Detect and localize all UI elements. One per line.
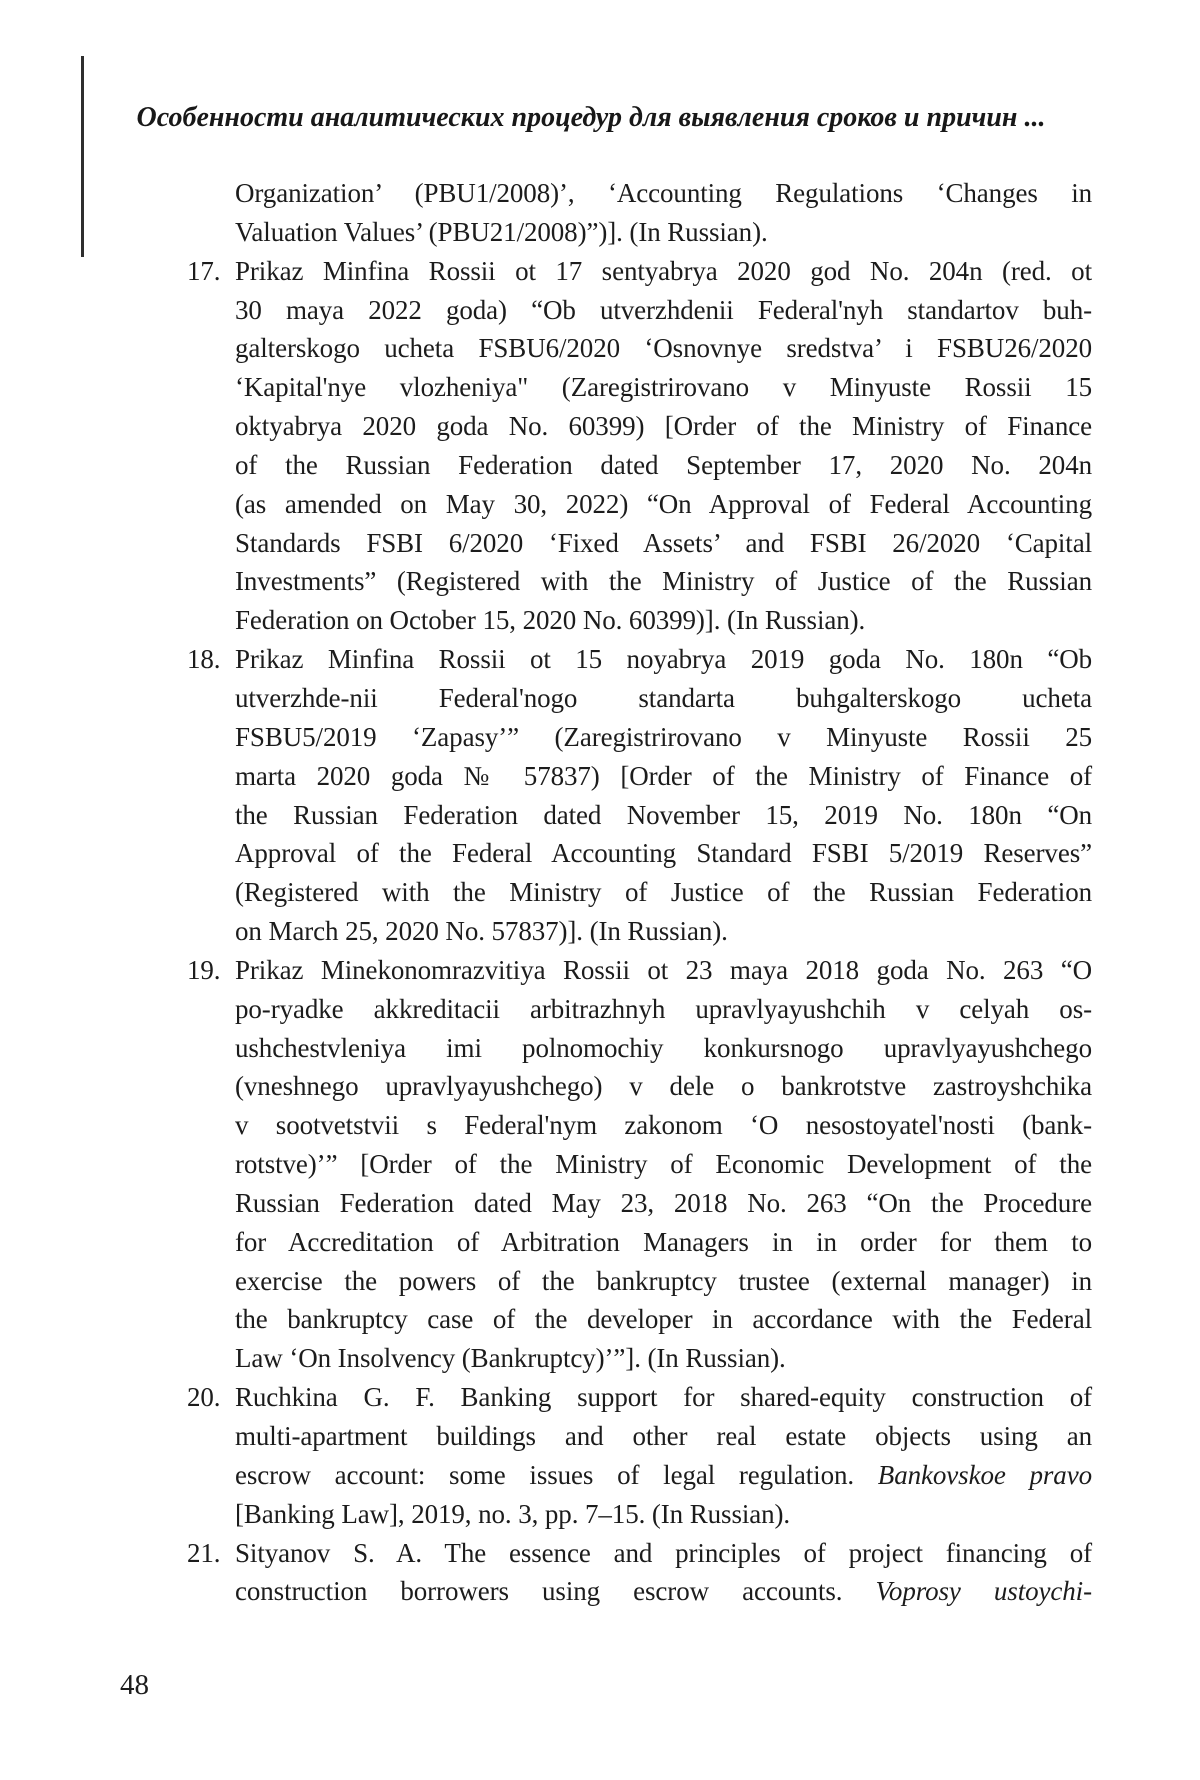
reference-line	[235, 951, 1092, 990]
reference-line	[235, 757, 1092, 796]
reference-line-text: 30 maya 2022 goda) “Ob utverzhdenii Federal'nyh standartov buh-	[235, 294, 1092, 325]
reference-line-text: escrow account: some issues of legal regulation.	[235, 1459, 878, 1490]
reference-line	[235, 1417, 1092, 1456]
reference-line	[235, 834, 1092, 873]
reference-item	[187, 951, 1092, 1378]
reference-number: 18.	[187, 644, 221, 675]
reference-text	[235, 640, 1092, 951]
reference-number: 20.	[187, 1382, 221, 1413]
reference-number: 19.	[187, 954, 221, 985]
reference-line-text: marta 2020 goda № 57837) [Order of the Ministry of Finance of	[235, 760, 1092, 791]
reference-line-text: rotstve)’” [Order of the Ministry of Economic Development of the	[235, 1149, 1092, 1180]
reference-line-text: for Accreditation of Arbitration Managers in in order for them to	[235, 1226, 1092, 1257]
reference-line-text: v sootvetstvii s Federal'nym zakonom ‘O nesostoyatel'nosti (bank-	[235, 1110, 1092, 1141]
reference-line	[235, 407, 1092, 446]
reference-line-text: the bankruptcy case of the developer in accordance with the Federal	[235, 1304, 1092, 1335]
reference-line-text: Federation on October 15, 2020 No. 60399)]. (In Russian).	[235, 605, 866, 636]
journal-title-italic: Bankovskoe pravo	[877, 1459, 1092, 1490]
reference-line	[235, 213, 1092, 252]
reference-text	[235, 1378, 1092, 1533]
reference-line	[235, 796, 1092, 835]
reference-line	[235, 1339, 1092, 1378]
reference-line	[235, 1223, 1092, 1262]
reference-item	[187, 1534, 1092, 1612]
reference-line	[235, 1378, 1092, 1417]
reference-line	[235, 368, 1092, 407]
reference-line-text: (Registered with the Ministry of Justice of the Russian Federation	[235, 877, 1092, 908]
reference-line-text: of the Russian Federation dated September 17, 2020 No. 204n	[235, 449, 1092, 480]
reference-line-text: on March 25, 2020 No. 57837)]. (In Russian).	[235, 916, 728, 947]
reference-item	[187, 252, 1092, 640]
reference-line-text: Sityanov S. A. The essence and principles of project financing of	[235, 1537, 1092, 1568]
reference-line-text: Prikaz Minfina Rossii ot 17 sentyabrya 2020 god No. 204n (red. ot	[235, 255, 1092, 286]
reference-text	[235, 1534, 1092, 1612]
reference-line-text: ‘Kapital'nye vlozheniya" (Zaregistrirovano v Minyuste Rossii 15	[235, 372, 1092, 403]
reference-line	[235, 291, 1092, 330]
reference-line	[235, 873, 1092, 912]
reference-line	[235, 1534, 1092, 1573]
margin-rule	[81, 56, 84, 257]
reference-line	[235, 990, 1092, 1029]
reference-line-text: Ruchkina G. F. Banking support for shared-equity construction of	[235, 1382, 1092, 1413]
reference-line-text: [Banking Law], 2019, no. 3, pp. 7–15. (In Russian).	[235, 1498, 791, 1529]
reference-line	[235, 329, 1092, 368]
reference-line-text: Valuation Values’ (PBU21/2008)”)]. (In Russian).	[235, 216, 768, 247]
reference-line-text: the Russian Federation dated November 15, 2019 No. 180n “On	[235, 799, 1092, 830]
reference-line	[235, 252, 1092, 291]
reference-line	[235, 446, 1092, 485]
reference-line-text: (vneshnego upravlyayushchego) v dele o bankrotstve zastroyshchika	[235, 1071, 1092, 1102]
reference-line-text: Prikaz Minekonomrazvitiya Rossii ot 23 maya 2018 goda No. 263 “O	[235, 954, 1092, 985]
reference-line-text: construction borrowers using escrow accounts.	[235, 1576, 876, 1607]
reference-text	[235, 252, 1092, 640]
reference-line-text: exercise the powers of the bankruptcy trustee (external manager) in	[235, 1265, 1092, 1296]
reference-line	[235, 679, 1092, 718]
reference-line-text: Organization’ (PBU1/2008)’, ‘Accounting Regulations ‘Changes in	[235, 178, 1092, 208]
reference-line-text: po-ryadke akkreditacii arbitrazhnyh upravlyayushchih v celyah os-	[235, 993, 1092, 1024]
journal-title-italic: Voprosy ustoychi-	[875, 1576, 1092, 1607]
reference-line-text: multi-apartment buildings and other real estate objects using an	[235, 1421, 1092, 1451]
reference-number: 17.	[187, 255, 221, 286]
reference-line	[235, 1184, 1092, 1223]
reference-line-text: (as amended on May 30, 2022) “On Approval of Federal Accounting	[235, 488, 1092, 519]
reference-line	[235, 1572, 1092, 1611]
page-number: 48	[120, 1669, 149, 1701]
reference-line	[235, 1456, 1092, 1495]
reference-text	[235, 174, 1092, 252]
reference-line-text: utverzhde-nii Federal'nogo standarta buhgalterskogo ucheta	[235, 682, 1092, 713]
reference-line	[235, 485, 1092, 524]
reference-line	[235, 1262, 1092, 1301]
reference-line	[235, 1067, 1092, 1106]
reference-line-text: Standards FSBI 6/2020 ‘Fixed Assets’ and FSBI 26/2020 ‘Capital	[235, 527, 1092, 558]
reference-line-text: Investments” (Registered with the Ministry of Justice of the Russian	[235, 566, 1092, 597]
reference-line	[235, 912, 1092, 951]
reference-line-text: ushchestvleniya imi polnomochiy konkursnogo upravlyayushchego	[235, 1032, 1092, 1063]
reference-line-text: Russian Federation dated May 23, 2018 No. 263 “On the Procedure	[235, 1187, 1092, 1218]
reference-list	[187, 174, 1092, 1611]
reference-line	[235, 1106, 1092, 1145]
reference-item	[187, 174, 1092, 252]
reference-line	[235, 174, 1092, 213]
reference-line	[235, 601, 1092, 640]
reference-line	[235, 524, 1092, 563]
reference-line	[235, 562, 1092, 601]
reference-line	[235, 1029, 1092, 1068]
reference-line	[235, 1495, 1092, 1534]
reference-line	[235, 1300, 1092, 1339]
reference-line-text: oktyabrya 2020 goda No. 60399) [Order of the Ministry of Finance	[235, 411, 1092, 442]
reference-number	[187, 174, 235, 252]
reference-line	[235, 1145, 1092, 1184]
reference-line	[235, 718, 1092, 757]
reference-item	[187, 640, 1092, 951]
reference-number: 21.	[187, 1537, 221, 1568]
reference-line-text: FSBU5/2019 ‘Zapasy’” (Zaregistrirovano v Minyuste Rossii 25	[235, 721, 1092, 752]
reference-line-text: Approval of the Federal Accounting Standard FSBI 5/2019 Reserves”	[235, 838, 1092, 869]
reference-text	[235, 951, 1092, 1378]
reference-item	[187, 1378, 1092, 1533]
reference-line	[235, 640, 1092, 679]
reference-line-text: galterskogo ucheta FSBU6/2020 ‘Osnovnye sredstva’ i FSBU26/2020	[235, 333, 1092, 364]
reference-line-text: Prikaz Minfina Rossii ot 15 noyabrya 2019 goda No. 180n “Ob	[235, 644, 1092, 675]
running-header: Особенности аналитических процедур для выявления сроков и причин ...	[136, 102, 1046, 133]
reference-line-text: Law ‘On Insolvency (Bankruptcy)’”]. (In Russian).	[235, 1343, 786, 1374]
